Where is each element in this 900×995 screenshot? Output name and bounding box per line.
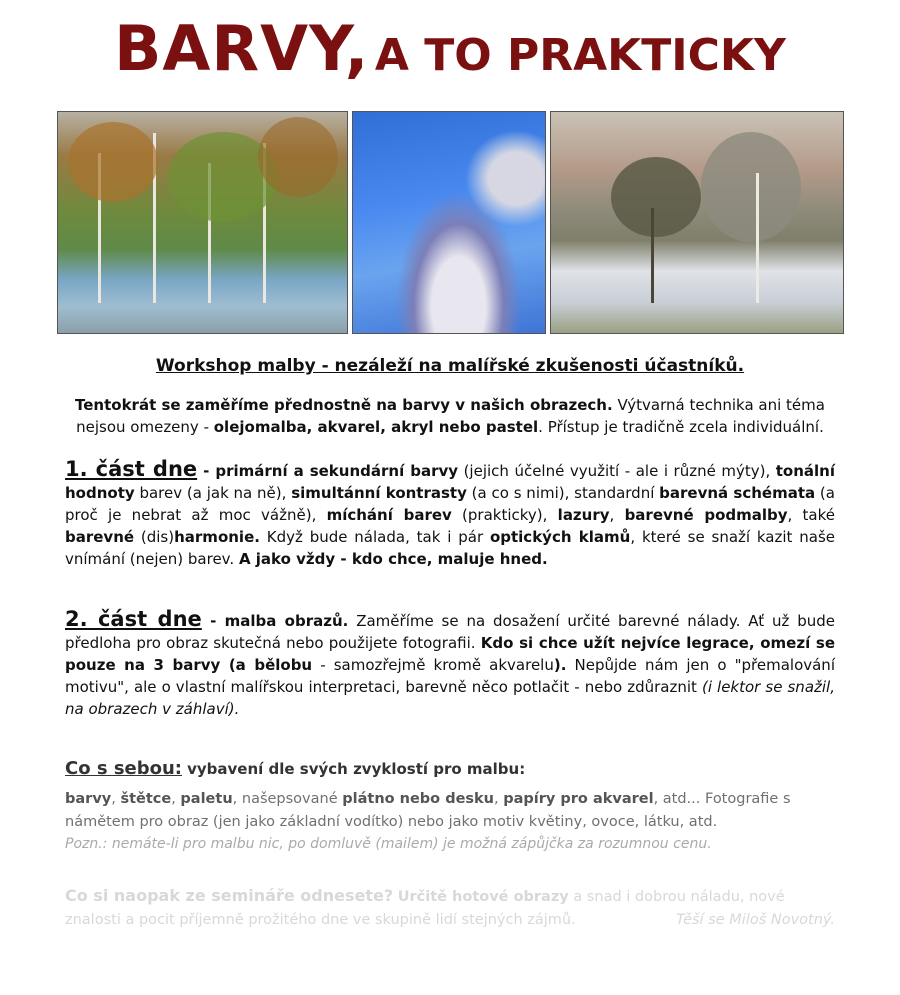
bring-text: , (111, 791, 121, 807)
part2-text: (i lektor se snažil, na obrazech v záhlaví). (65, 678, 835, 718)
part2-text: ). (553, 656, 567, 674)
part1-text: harmonie. (174, 528, 260, 546)
painting-trees-water (57, 111, 348, 334)
takeaway-bold: Určitě hotové obrazy (397, 889, 569, 905)
part2-text: Zaměříme se na dosažení určité barevné nálady. Ať už bude předloha pro obraz skutečná nebo použijete fotografii. (65, 612, 835, 652)
bring-text: , atd... Fotografie s námětem pro obraz (jen jako základní vodítko) nebo jako motiv květiny, ovoce, látku, atd. (65, 791, 791, 830)
part1-text: simultánní kontrasty (291, 484, 467, 502)
bring-item: štětce (120, 791, 172, 807)
title-rest: A TO PRAKTICKY (374, 30, 786, 81)
part1-text: (jejich účelné využití - ale i různé mýty), (458, 462, 776, 480)
bring-subheading: vybavení dle svých zvyklostí pro malbu: (187, 760, 526, 778)
title-main: BARVY, (114, 12, 370, 85)
part1-text: míchání barev (326, 506, 452, 524)
part2-heading: 2. část dne (65, 607, 202, 631)
page-title (0, 12, 900, 85)
part1-text: Když bude nálada, tak i pár (259, 528, 490, 546)
part2-text: - malba obrazů. (201, 612, 349, 630)
bring-heading-row (65, 758, 525, 779)
takeaway-paragraph (65, 884, 835, 932)
bring-item: plátno nebo desku (342, 791, 495, 807)
part1-text: tonální hodnoty (65, 462, 836, 502)
part1-text: , které se snaží kazit naše vnímání (nejen) barev. (65, 528, 835, 568)
part1-text: (prakticky), (451, 506, 558, 524)
part2-text: - samozřejmě kromě akvarelu (312, 656, 554, 674)
painting-sky-clouds (352, 111, 546, 334)
bring-item: paletu (180, 791, 233, 807)
part1-text: , také (787, 506, 836, 524)
bring-heading: Co s sebou: (65, 758, 183, 779)
part1-text: (a co s nimi), standardní (466, 484, 660, 502)
bring-paragraph (65, 788, 835, 834)
bring-item: papíry pro akvarel (503, 791, 654, 807)
part2-text: Nepůjde nám jen o "přemalování motivu", ale o vlastní malířskou interpretaci, barevně něco potlačit - nebo zdůraznit (65, 656, 835, 696)
part1-text: , (609, 506, 625, 524)
bring-text: , našepsované (232, 791, 343, 807)
bring-text: , (494, 791, 504, 807)
intro-bold: Tentokrát se zaměříme přednostně na barvy v našich obrazech. (75, 396, 613, 414)
painting-winter-birches (550, 111, 844, 334)
takeaway-heading: Co si naopak ze semináře odnesete? (65, 886, 394, 905)
bring-text: , (171, 791, 181, 807)
bring-item: barvy (65, 791, 112, 807)
part1-paragraph (65, 458, 835, 570)
intro-paragraph (60, 394, 840, 438)
part2-paragraph (65, 608, 835, 720)
part2-text: Kdo si chce užít nejvíce legrace, omezí se pouze na 3 barvy (a bělobu (65, 634, 835, 674)
intro-techniques: olejomalba, akvarel, akryl nebo pastel (213, 418, 539, 436)
part1-text: barevná schémata (659, 484, 816, 502)
part1-text: barev (a jak na ně), (134, 484, 292, 502)
part1-text: barevné (65, 528, 135, 546)
part1-heading: 1. část dne (65, 457, 198, 481)
takeaway-text: a snad i dobrou náladu, nové znalosti a pocit příjemně prožitého dne ve skupině lidí stejných zájmů. (65, 889, 785, 928)
intro-end: . Přístup je tradičně zcela individuální. (538, 418, 824, 436)
part1-text: A jako vždy - kdo chce, maluje hned. (238, 550, 548, 568)
intro-text: Výtvarná technika ani téma nejsou omezeny - (76, 396, 825, 436)
workshop-heading: Workshop malby - nezáleží na malířské zkušenosti účastníků. (155, 356, 745, 376)
signature: Těší se Miloš Novotný. (676, 912, 835, 928)
part1-text: (a proč je nebrat až moc vážně), (65, 484, 835, 524)
part1-text: - primární a sekundární barvy (197, 462, 459, 480)
part1-text: lazury (557, 506, 610, 524)
part1-text: optických klamů (489, 528, 631, 546)
loan-note: Pozn.: nemáte-li pro malbu nic, po domluvě (mailem) je možná zápůjčka za rozumnou cenu. (65, 836, 712, 852)
part1-text: barevné podmalby (624, 506, 788, 524)
part1-text: (dis) (134, 528, 175, 546)
